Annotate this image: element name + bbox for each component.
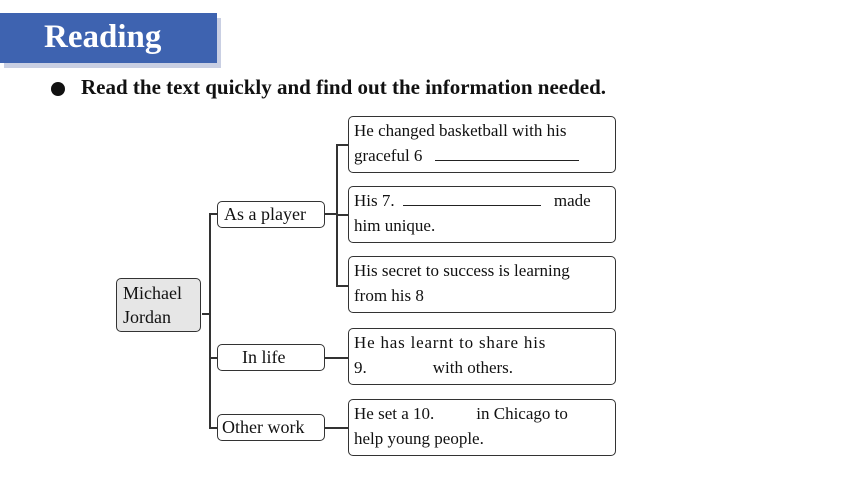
branch-other-work: Other work (217, 414, 325, 441)
root-connector (202, 313, 209, 315)
leaf-node-8: His secret to success is learning from his 8 (348, 256, 616, 313)
leaf-connector-3 (336, 285, 348, 287)
section-title: Reading (44, 19, 162, 55)
leaf-node-10: He set a 10. in Chicago to help young people. (348, 399, 616, 456)
player-connector (325, 213, 336, 215)
mind-map (113, 107, 619, 465)
branch-connector-player (209, 213, 217, 215)
bullet-icon (51, 82, 65, 96)
work-connector (325, 427, 348, 429)
branch-connector-work (209, 427, 217, 429)
branch-as-a-player: As a player (217, 201, 325, 228)
root-line-2: Jordan (123, 307, 171, 327)
branch-in-life: In life (217, 344, 325, 371)
root-node (116, 278, 201, 332)
leaf-node-9: He has learnt to share his 9. with others. (348, 328, 616, 385)
leaf-node-6: He changed basketball with his graceful 6 (348, 116, 616, 173)
leaf-connector-2 (336, 214, 348, 216)
blank-6 (435, 144, 579, 161)
branch-connector-life (209, 357, 217, 359)
life-connector (325, 357, 348, 359)
root-vertical-line (209, 213, 211, 427)
instruction-text: Read the text quickly and find out the information needed. (81, 75, 607, 99)
leaf-node-7: His 7. made him unique. (348, 186, 616, 243)
root-line-1: Michael (123, 283, 182, 303)
section-banner (0, 13, 217, 63)
leaf-connector-1 (336, 144, 348, 146)
blank-7 (403, 189, 541, 206)
